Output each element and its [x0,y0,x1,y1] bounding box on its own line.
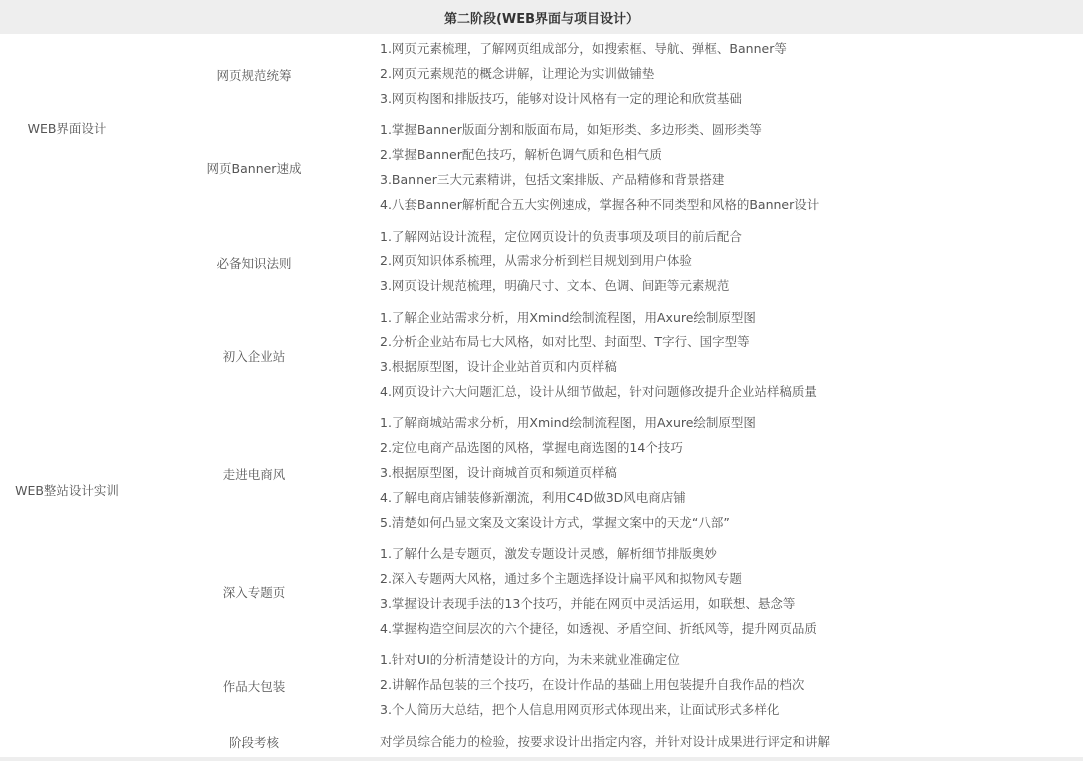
module-name: 作品大包装 [222,678,286,694]
module-item: 3.网页构图和排版技巧，能够对设计风格有一定的理论和欣赏基础 [380,91,742,106]
module-item: 2.讲解作品包装的三个技巧，在设计作品的基础上用包装提升自我作品的档次 [380,677,805,692]
module-item: 对学员综合能力的检验，按要求设计出指定内容，并针对设计成果进行评定和讲解 [380,734,831,749]
module-item: 4.八套Banner解析配合五大实例速成，掌握各种不同类型和风格的Banner设计 [380,197,820,212]
module-item: 3.个人简历大总结，把个人信息用网页形式体现出来，让面试形式多样化 [380,702,780,717]
module-item: 1.掌握Banner版面分割和版面布局，如矩形类、多边形类、圆形类等 [380,122,762,137]
module-name: 深入专题页 [222,585,286,600]
category-web-site-training: WEB整站设计实训 [15,482,119,498]
module-item: 2.分析企业站布局七大风格，如对比型、封面型、T字行、国字型等 [380,334,750,349]
module-item: 3.网页设计规范梳理，明确尺寸、文本、色调、间距等元素规范 [380,278,730,293]
module-item: 1.了解什么是专题页，激发专题设计灵感，解析细节排版奥妙 [380,546,717,561]
module-name: 必备知识法则 [216,255,292,271]
module-name: 网页规范统筹 [216,67,292,83]
module-item: 3.根据原型图，设计商城首页和频道页样稿 [380,465,617,480]
module-item: 3.Banner三大元素精讲，包括文案排版、产品精修和背景搭建 [380,172,725,187]
stage-title: 第二阶段(WEB界面与项目设计） [0,0,1083,34]
module-item: 2.网页知识体系梳理，从需求分析到栏目规划到用户体验 [380,253,692,268]
module-item: 3.根据原型图，设计企业站首页和内页样稿 [380,359,617,374]
module-item: 4.网页设计六大问题汇总，设计从细节做起，针对问题修改提升企业站样稿质量 [380,384,817,399]
module-name: 走进电商风 [222,466,286,482]
module-item: 2.掌握Banner配色技巧，解析色调气质和色相气质 [380,147,662,162]
module-item: 1.针对UI的分析清楚设计的方向，为未来就业准确定位 [380,652,680,667]
module-name: 网页Banner速成 [206,161,302,176]
module-name: 阶段考核 [228,735,279,750]
module-item: 2.定位电商产品选图的风格，掌握电商选图的14个技巧 [380,440,683,455]
module-item: 4.了解电商店铺装修新潮流，利用C4D做3D风电商店铺 [380,490,686,505]
module-item: 1.了解网站设计流程，定位网页设计的负责事项及项目的前后配合 [380,229,742,244]
module-item: 2.网页元素规范的概念讲解，让理论为实训做铺垫 [380,66,655,81]
footer-divider [0,757,1083,761]
category-web-ui-design: WEB界面设计 [27,121,107,136]
module-item: 1.了解商城站需求分析，用Xmind绘制流程图，用Axure绘制原型图 [380,415,756,430]
module-item: 1.了解企业站需求分析，用Xmind绘制流程图，用Axure绘制原型图 [380,310,756,325]
module-item: 2.深入专题两大风格，通过多个主题选择设计扁平风和拟物风专题 [380,571,742,586]
module-name: 初入企业站 [222,349,286,364]
module-item: 1.网页元素梳理，了解网页组成部分，如搜索框、导航、弹框、Banner等 [380,41,787,56]
module-item: 5.清楚如何凸显文案及文案设计方式，掌握文案中的天龙“八部” [380,515,730,530]
module-item: 4.掌握构造空间层次的六个捷径，如透视、矛盾空间、折纸风等，提升网页品质 [380,621,817,636]
module-item: 3.掌握设计表现手法的13个技巧，并能在网页中灵活运用，如联想、悬念等 [380,596,796,611]
